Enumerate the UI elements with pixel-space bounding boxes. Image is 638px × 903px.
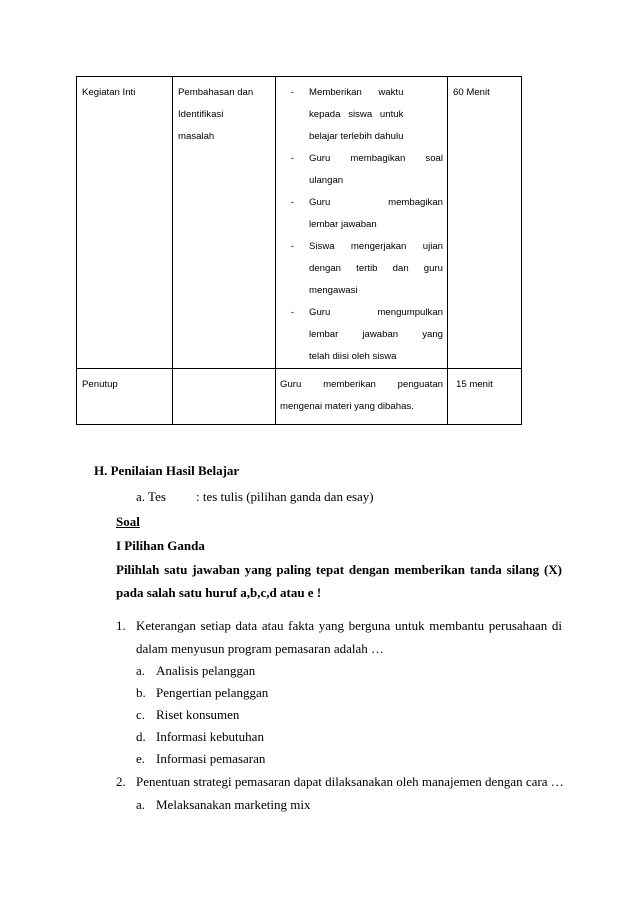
cell-time <box>448 369 522 425</box>
test-item-label: a. Tes <box>136 489 166 504</box>
topic-text <box>173 369 275 374</box>
question-text: Keterangan setiap data atau fakta yang berguna untuk membantu perusahaan di <box>136 618 562 633</box>
option-text: Informasi pemasaran <box>156 751 266 766</box>
question-number: 2. <box>116 774 126 789</box>
dash-bullet: - <box>290 307 295 318</box>
lesson-activity-table <box>76 76 522 425</box>
option-letter: d. <box>136 729 146 744</box>
option-text: Analisis pelanggan <box>156 663 256 678</box>
activity-line: Guru mengumpulkan <box>309 307 443 318</box>
time-value: 15 menit <box>456 379 493 390</box>
activity-line: lembar jawaban <box>309 219 377 230</box>
cell-stage <box>77 369 173 425</box>
activity-line: lembar jawaban yang <box>309 329 443 340</box>
option-text: Informasi kebutuhan <box>156 729 264 744</box>
dash-bullet: - <box>290 87 295 98</box>
activity-item <box>276 302 443 368</box>
activity-item <box>276 148 443 192</box>
cell-time <box>448 77 522 369</box>
dash-bullet: - <box>290 197 295 208</box>
option-letter: a. <box>136 663 146 678</box>
cell-topic <box>173 77 276 369</box>
option-letter: b. <box>136 685 146 700</box>
option-text: Riset konsumen <box>156 707 240 722</box>
activity-item <box>276 192 443 236</box>
activity-text <box>276 369 447 424</box>
question-text: Penentuan strategi pemasaran dapat dilaksanakan oleh manajemen dengan cara … <box>136 774 564 789</box>
table-row-core-activity <box>77 77 522 369</box>
instruction-line: Pilihlah satu jawaban yang paling tepat dengan memberikan tanda silang (X) <box>116 562 562 577</box>
activity-line: Guru memberikan penguatan <box>280 379 443 390</box>
activity-item <box>276 82 443 148</box>
activity-item <box>276 236 443 302</box>
option-letter: e. <box>136 751 146 766</box>
activity-line: Siswa mengerjakan ujian <box>309 241 443 252</box>
activity-line: Memberikan waktu <box>309 87 404 98</box>
soal-heading: Soal <box>116 514 140 529</box>
stage-label: Kegiatan Inti <box>82 87 136 98</box>
cell-activities <box>276 369 448 425</box>
section-heading: H. Penilaian Hasil Belajar <box>94 463 240 478</box>
table-row-closing <box>77 369 522 425</box>
activity-line: telah diisi oleh siswa <box>309 351 397 362</box>
activity-line: Guru membagikan <box>309 197 443 208</box>
option-text: Melaksanakan marketing mix <box>156 797 311 812</box>
question-text: dalam menyusun program pemasaran adalah … <box>136 641 384 656</box>
activity-line: belajar terlebih dahulu <box>309 131 404 142</box>
test-description: : tes tulis (pilihan ganda dan esay) <box>196 489 374 504</box>
dash-bullet: - <box>290 241 295 252</box>
question-number: 1. <box>116 618 126 633</box>
activity-line: mengawasi <box>309 285 358 296</box>
activity-line: Guru membagikan soal <box>309 153 443 164</box>
cell-topic <box>173 369 276 425</box>
topic-line: Identifikasi <box>178 109 224 120</box>
topic-line: masalah <box>178 131 215 142</box>
activity-line: mengenai materi yang dibahas. <box>280 401 414 412</box>
option-letter: c. <box>136 707 146 722</box>
option-text: Pengertian pelanggan <box>156 685 269 700</box>
activity-list <box>276 77 447 368</box>
cell-stage <box>77 77 173 369</box>
topic-line: Pembahasan dan <box>178 87 254 98</box>
option-letter: a. <box>136 797 146 812</box>
activity-line: ulangan <box>309 175 344 186</box>
time-value: 60 Menit <box>453 87 490 98</box>
activity-line: kepada siswa untuk <box>309 109 404 120</box>
instruction-line: pada salah satu huruf a,b,c,d atau e ! <box>116 585 322 600</box>
part-heading: I Pilihan Ganda <box>116 538 205 553</box>
cell-activities <box>276 77 448 369</box>
dash-bullet: - <box>290 153 295 164</box>
stage-label: Penutup <box>82 379 118 390</box>
topic-text <box>173 77 275 148</box>
activity-line: dengan tertib dan guru <box>309 263 443 274</box>
